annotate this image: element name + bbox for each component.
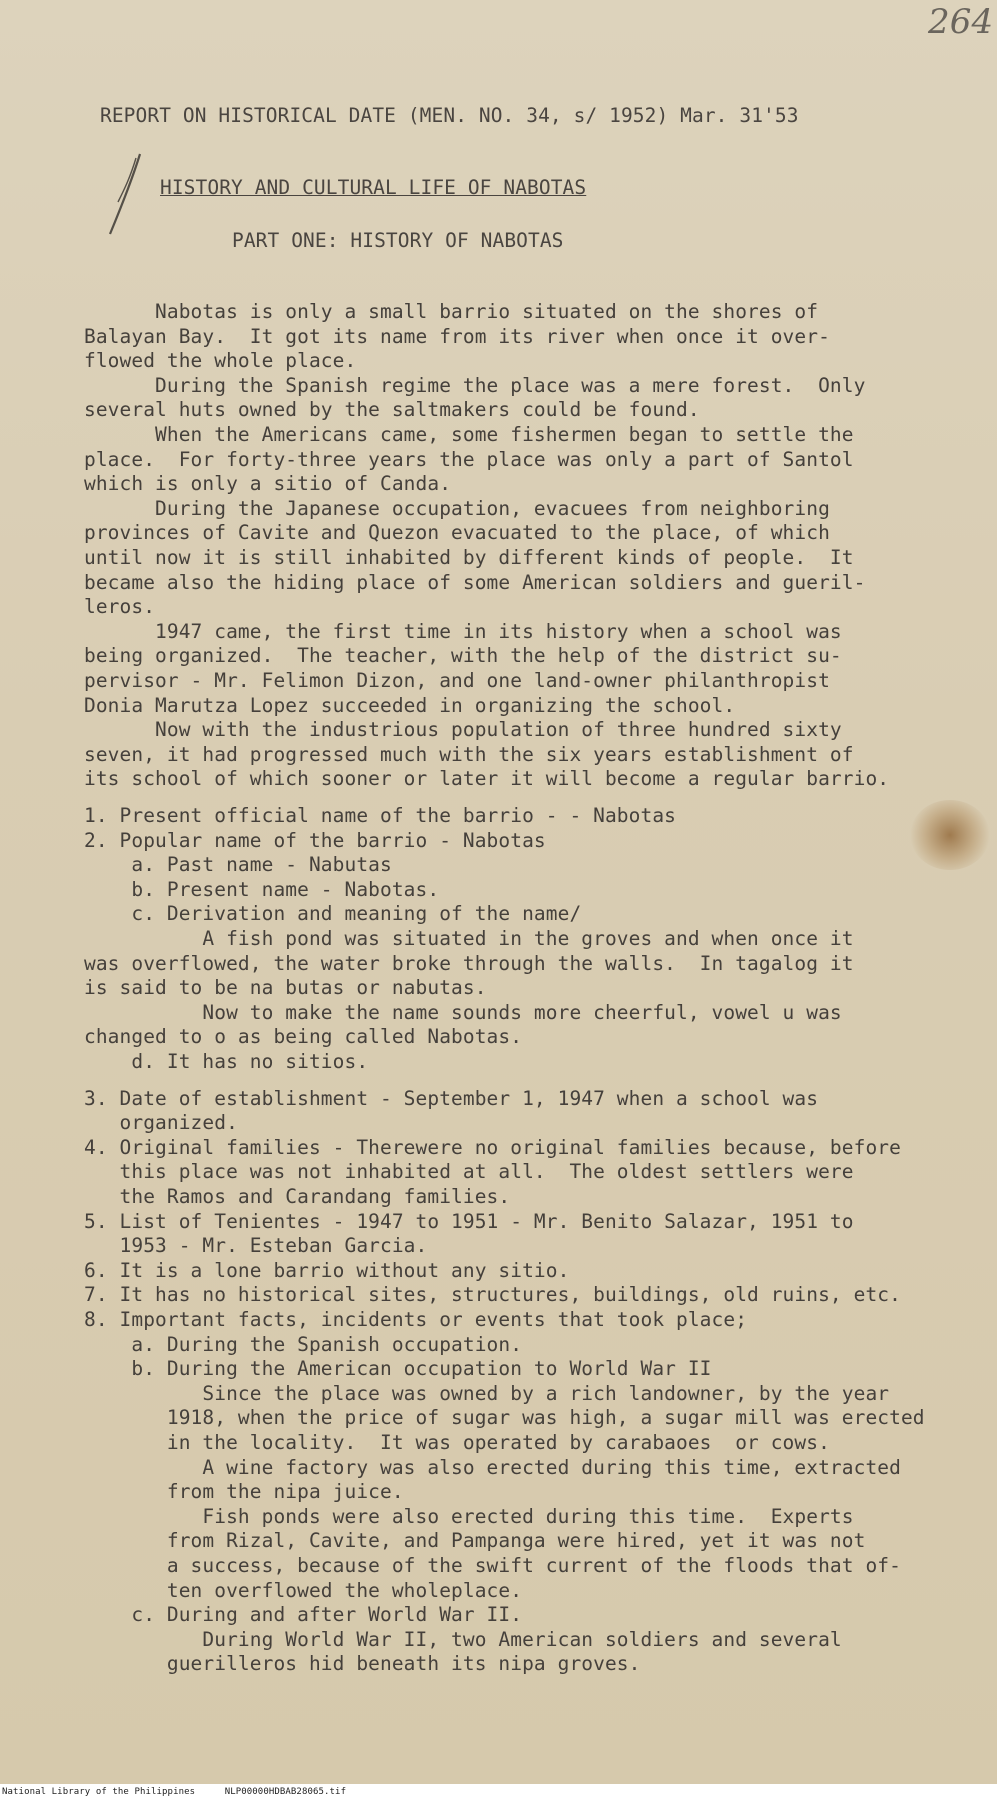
body-line: 8. Important facts, incidents or events that took place; [84, 1308, 748, 1331]
body-line: from Rizal, Cavite, and Pampanga were hired, yet it was not [84, 1529, 866, 1553]
body-line: leros. [84, 595, 156, 619]
body-line: a. Past name - Nabutas [84, 853, 392, 877]
body-line: During the Japanese occupation, evacuees from neighboring [84, 496, 830, 520]
body-line: Now with the industrious population of three hundred sixty [84, 718, 842, 742]
body-line: is said to be na butas or nabutas. [84, 976, 487, 1000]
footer-library: National Library of the Philippines [2, 1787, 196, 1797]
body-line: c. Derivation and meaning of the name/ [84, 902, 582, 926]
body-line: A fish pond was situated in the groves and when once it [84, 927, 854, 950]
page-number: 264 [928, 2, 994, 42]
footer [0, 1784, 997, 1800]
body-line: changed to o as being called Nabotas. [84, 1025, 523, 1049]
body-line: 6. It is a lone barrio without any sitio. [84, 1258, 570, 1282]
body-line: Nabotas is only a small barrio situated on the shores of [84, 300, 819, 323]
body-line: A wine factory was also erected during this time, extracted [84, 1455, 901, 1479]
body-line: seven, it had progressed much with the six years establishment of [84, 742, 854, 766]
document-subtitle: PART ONE: HISTORY OF NABOTAS [232, 229, 564, 252]
body-line: When the Americans came, some fishermen began to settle the [84, 423, 854, 446]
body-line: a. During the Spanish occupation. [84, 1332, 523, 1356]
body-line: b. During the American occupation to World War II [84, 1357, 712, 1381]
body-line: 7. It has no historical sites, structures, buildings, old ruins, etc. [84, 1283, 901, 1307]
body-line: guerilleros hid beneath its nipa groves. [84, 1652, 641, 1676]
body-line: d. It has no sitios. [84, 1050, 369, 1073]
body-line: Now to make the name sounds more cheerful, vowel u was [84, 1000, 842, 1024]
body-line: pervisor - Mr. Felimon Dizon, and one land-owner philanthropist [84, 669, 830, 692]
body-line: provinces of Cavite and Quezon evacuated to the place, of which [84, 521, 830, 545]
body-line: 1947 came, the first time in its history when a school was [84, 619, 842, 643]
body-line: being organized. The teacher, with the help of the district su- [84, 644, 842, 668]
body-line: was overflowed, the water broke through the walls. In tagalog it [84, 951, 854, 975]
body-line: became also the hiding place of some American soldiers and gueril- [84, 570, 866, 594]
body-line: Donia Marutza Lopez succeeded in organizing the school. [84, 693, 736, 717]
body-line: 1953 - Mr. Esteban Garcia. [84, 1234, 428, 1258]
body-line: 1. Present official name of the barrio - - Nabotas [84, 804, 676, 827]
body-line: 3. Date of establishment - September 1, 1947 when a school was [84, 1086, 819, 1110]
body-line: 2. Popular name of the barrio - Nabotas [84, 828, 546, 852]
body-line: this place was not inhabited at all. The oldest settlers were [84, 1160, 854, 1184]
body-line: its school of which sooner or later it will become a regular barrio. [84, 767, 890, 791]
document-title: HISTORY AND CULTURAL LIFE OF NABOTAS [160, 176, 587, 199]
body-line: 1918, when the price of sugar was high, a sugar mill was erected [84, 1406, 925, 1430]
stain-mark [910, 800, 990, 870]
report-header: REPORT ON HISTORICAL DATE (MEN. NO. 34, s/ 1952) Mar. 31'53 [100, 104, 799, 127]
body-line: Fish ponds were also erected during this time. Experts [84, 1504, 854, 1528]
body-line: Balayan Bay. It got its name from its river when once it over- [84, 324, 830, 348]
body-line: in the locality. It was operated by carabaoes or cows. [84, 1431, 830, 1454]
body-line: b. Present name - Nabotas. [84, 877, 440, 901]
body-line: During World War II, two American soldiers and several [84, 1627, 842, 1651]
body-line: 4. Original families - Therewere no original families because, before [84, 1135, 901, 1159]
footer-file: NLP00000HDBAB28065.tif [224, 1787, 347, 1797]
body-line: ten overflowed the wholeplace. [84, 1578, 523, 1602]
body-line: c. During and after World War II. [84, 1603, 523, 1627]
body-line: place. For forty-three years the place was only a part of Santol [84, 447, 854, 471]
body-line: several huts owned by the saltmakers could be found. [84, 398, 700, 422]
body-line: organized. [84, 1111, 238, 1135]
body-line: Since the place was owned by a rich landowner, by the year [84, 1381, 890, 1405]
check-mark-icon [92, 150, 152, 240]
body-line: the Ramos and Carandang families. [84, 1185, 511, 1208]
body-line: a success, because of the swift current of the floods that of- [84, 1554, 901, 1577]
body-line: During the Spanish regime the place was a mere forest. Only [84, 373, 866, 397]
body-line: flowed the whole place. [84, 349, 357, 373]
body-line: 5. List of Tenientes - 1947 to 1951 - Mr. Benito Salazar, 1951 to [84, 1209, 854, 1233]
body-line: from the nipa juice. [84, 1480, 404, 1504]
body-line: which is only a sitio of Canda. [84, 472, 452, 496]
body-line: until now it is still inhabited by different kinds of people. It [84, 546, 854, 569]
